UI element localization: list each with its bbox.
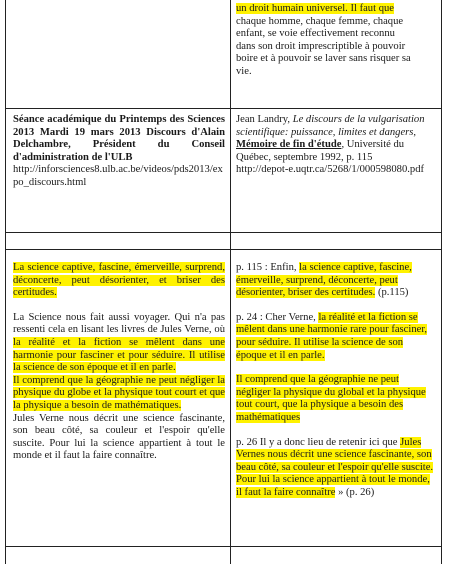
- highlight-passage: La science captive, fascine, émerveille, surprend, déconcerte, peut désorienter, et briser des certitudes.: [13, 262, 225, 299]
- row-divider-2: [5, 232, 442, 233]
- highlight-passage: la réalité et la fiction se mêlent dans une harmonie rare pour fasciner, pour séduire. Il utilise la science de son époque et il en parle.: [236, 311, 428, 361]
- speech-url[interactable]: http://inforsciences8.ulb.ac.be/videos/pds2013/expo_discours.html: [13, 164, 223, 188]
- quote-line: enfant, se voie effectivement reconnu: [236, 28, 395, 40]
- highlight-passage: Jules Vernes nous décrit une science fascinante, son beau côté, sa couleur et l'espoir qu'elle suscite. Pour lui la science appartient à tout le monde, il faut la faire connaître: [236, 436, 434, 498]
- work-title: Le discours de la vulgarisation scientifique: puissance, limites et dangers: [236, 114, 425, 138]
- row-divider-1: [5, 108, 442, 109]
- source-url[interactable]: http://depot-e.uqtr.ca/5268/1/000598080.pdf: [236, 164, 425, 176]
- table-border-right: [441, 0, 442, 564]
- plain-paragraph: Jules Verne nous décrit une science fascinante, son beau côté, sa couleur et l'espoir qu'elle suscite. Pour lui la science appartient à tout le monde et il faut la faire connaître.: [13, 412, 225, 462]
- highlight-passage: Il comprend que la géographie ne peut négliger la physique du global et la physique tout court, que la physique a besoin des mathématiques: [236, 374, 426, 423]
- row-divider-bottom: [5, 546, 442, 547]
- comparison-left-cell: [13, 262, 225, 463]
- table-border-left: [5, 0, 6, 564]
- quote-line: dans son droit imprescriptible à pouvoir: [236, 40, 406, 52]
- table-divider-center: [230, 0, 231, 564]
- plain-text: La Science nous fait aussi voyager. Qui n'a pas ressenti cela en lisant les livres de Jules Verne, où: [13, 311, 225, 336]
- highlight-line: un droit humain universel. Il faut que: [236, 3, 394, 14]
- highlight-passage: Il comprend que la géographie ne peut négliger la physique du globe et la physique tout court et que la physique a besoin de mathématiques.: [13, 374, 225, 411]
- speech-title: Séance académique du Printemps des Sciences 2013 Mardi 19 mars 2013 Discours d'Alain Delchambre, Président du Conseil d'administration de l'ULB: [13, 114, 225, 163]
- quote-line: chaque homme, chaque femme, chaque: [236, 15, 404, 27]
- comparison-right-cell: p. 115 : Enfin, la science captive, fascine, émerveille, surprend, déconcerte, peut désorienter, briser des certitudes. (p.115) p. 24 : Cher Verne, la réalité et la fiction se mêlent dans une harmonie rare pour fasciner, pour séduire. Il utilise la science de son époque et il en parle. Il comprend que la géographie ne peut négliger la physique du global et la physique tout court, que la physique a besoin des mathématiques p. 26 Il y a donc lieu de retenir ici que Jules Vernes nous décrit une science fascinante, son beau côté, sa couleur et l'espoir qu'elle suscite. Pour lui la science appartient à tout le monde, il faut la faire connaître » (p. 26): [236, 262, 434, 498]
- memoire-link[interactable]: Mémoire de fin d'étude: [236, 139, 342, 151]
- quote-line: boire et à pouvoir se laver sans risquer sa: [236, 53, 411, 65]
- source-left-cell: [13, 114, 225, 190]
- highlight-passage: la réalité et la fiction se mêlent dans une harmonie pour fasciner et pour séduire. Il utilise la science de son époque et il en parle.: [13, 336, 225, 374]
- highlight-passage: la science captive, fascine, émerveille, surprend, déconcerte, peut désorienter, briser des certitudes.: [236, 262, 412, 299]
- publication-info: , Université du Québec, septembre 1992, p. 115: [236, 139, 405, 163]
- source-right-cell: Jean Landry, Le discours de la vulgarisation scientifique: puissance, limites et dangers, Mémoire de fin d'étude, Université du Québec, septembre 1992, p. 115 http://depot-e.uqtr.ca/5268/1/000598080.pdf: [236, 114, 436, 177]
- quote-line: vie.: [236, 65, 252, 77]
- author-name: Jean Landry,: [236, 114, 293, 125]
- row-divider-3: [5, 249, 442, 250]
- top-right-quote: [236, 3, 436, 79]
